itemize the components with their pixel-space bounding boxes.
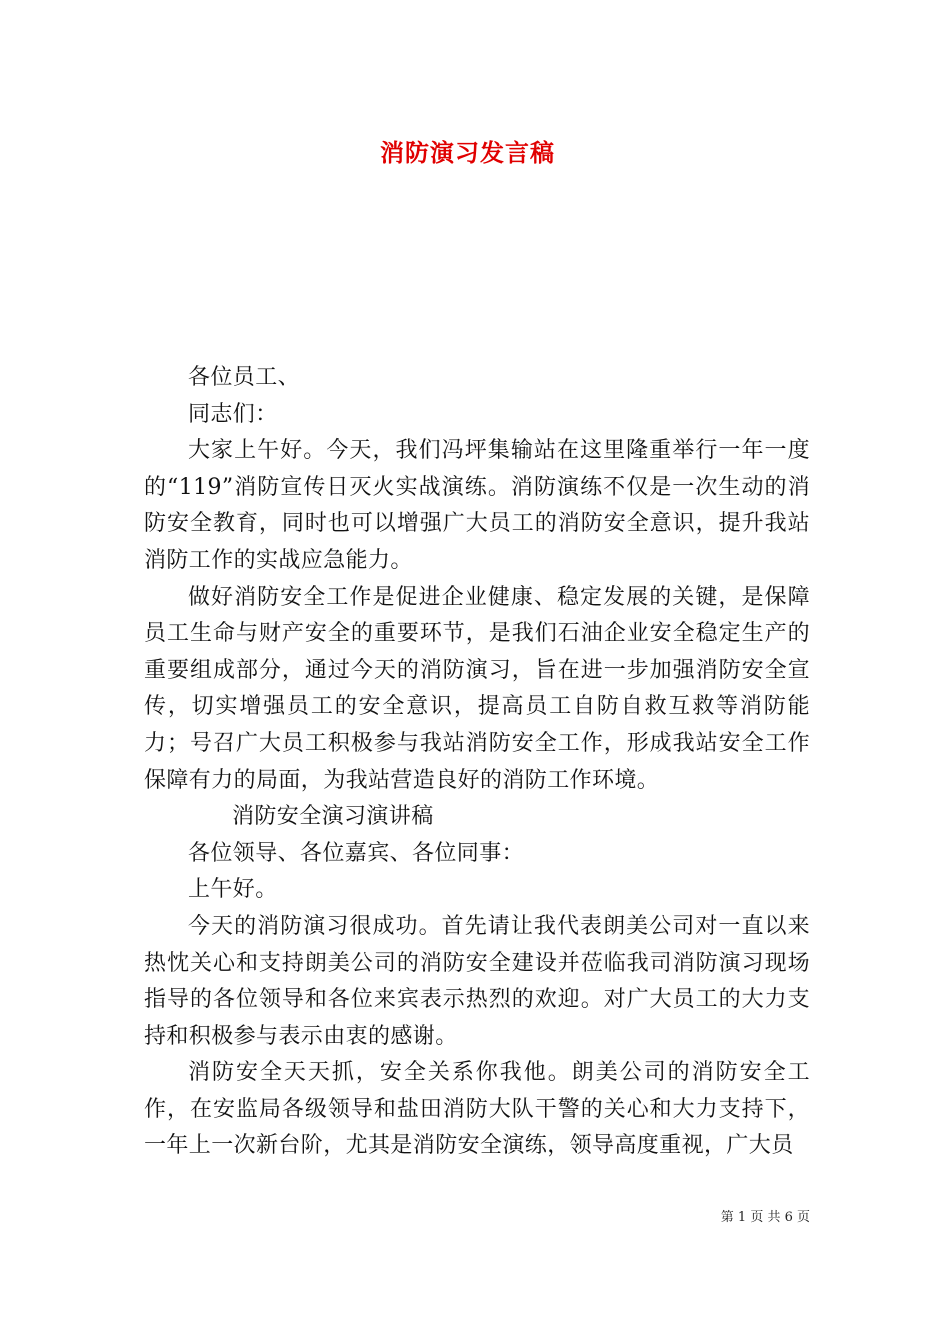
salutation-line-1: 各位员工、	[188, 365, 301, 390]
paragraph-thanks: 今天的消防演习很成功。首先请让我代表朗美公司对一直以来热忱关心和支持朗美公司的消防安全建设并莅临我司消防演习现场指导的各位领导和各位来宾表示热烈的欢迎。对广大员工的大力支持和积极参与表示由衷的感谢。	[144, 913, 810, 1049]
greeting-line: 上午好。	[188, 877, 278, 903]
paragraph-safety: 消防安全天天抓，安全关系你我他。朗美公司的消防安全工作，在安监局各级领导和盐田消防大队干警的关心和大力支持下，一年上一次新台阶，尤其是消防安全演练，领导高度重视，广大员	[144, 1060, 810, 1159]
paragraph-importance: 做好消防安全工作是促进企业健康、稳定发展的关键，是保障员工生命与财产安全的重要环节，是我们石油企业安全稳定生产的重要组成部分，通过今天的消防演习，旨在进一步加强消防安全宣传，切实增强员工的安全意识，提高员工自防自救互救等消防能力；号召广大员工积极参与我站消防安全工作，形成我站安全工作保障有力的局面，为我站营造良好的消防工作环境。	[144, 584, 810, 793]
salutation-line-3: 各位领导、各位嘉宾、各位同事：	[188, 840, 525, 866]
document-body	[144, 360, 810, 1165]
salutation-line-2: 同志们：	[188, 401, 278, 427]
page-number-footer: 第 1 页 共 6 页	[720, 1210, 810, 1225]
paragraph-opening: 大家上午好。今天，我们冯坪集输站在这里隆重举行一年一度的“119”消防宣传日灭火实战演练。消防演练不仅是一次生动的消防安全教育，同时也可以增强广大员工的消防安全意识，提升我站消防工作的实战应急能力。	[144, 438, 810, 573]
section-subtitle: 消防安全演习演讲稿	[232, 804, 434, 830]
document-title: 消防演习发言稿	[380, 138, 555, 167]
